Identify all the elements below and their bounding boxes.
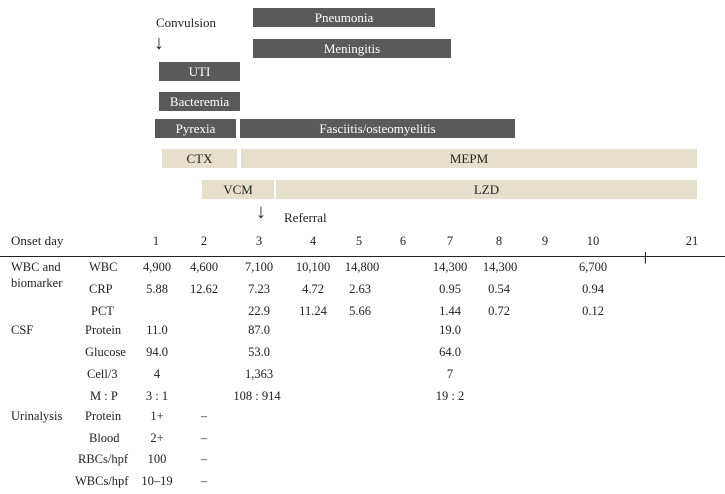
row-label-csf-cell: Cell/3 — [87, 367, 118, 381]
crp-day3: 7.23 — [248, 282, 270, 296]
csf-mp-day7: 19 : 2 — [435, 389, 465, 403]
csf-cell-day7: 7 — [446, 367, 454, 381]
crp-day8: 0.54 — [488, 282, 510, 296]
row-label-crp: CRP — [89, 282, 113, 296]
onset-day-8: 8 — [495, 234, 503, 248]
row-label-csf-mp: M : P — [90, 389, 118, 403]
pct-day4: 11.24 — [299, 304, 327, 318]
csf-cell-day1: 4 — [153, 367, 161, 381]
bar-uti: UTI — [159, 62, 240, 81]
onset-day-6: 6 — [399, 234, 407, 248]
crp-day10: 0.94 — [582, 282, 604, 296]
ua-wbc-day1: 10–19 — [141, 474, 173, 488]
onset-day-10: 10 — [586, 234, 600, 248]
row-label-ua-protein: Protein — [85, 409, 122, 423]
row-label-csf-protein: Protein — [85, 323, 122, 337]
csf-mp-day3: 108 : 914 — [233, 389, 281, 403]
csf-protein-day7: 19.0 — [439, 323, 461, 337]
wbc-day1: 4,900 — [142, 260, 172, 274]
wbc-day2: 4,600 — [189, 260, 219, 274]
crp-day7: 0.95 — [439, 282, 461, 296]
csf-cell-day3: 1,363 — [244, 367, 274, 381]
onset-day-label: Onset day — [11, 233, 64, 248]
wbc-day5: 14,800 — [344, 260, 380, 274]
onset-day-1: 1 — [152, 234, 160, 248]
crp-day2: 12.62 — [189, 282, 219, 296]
csf-mp-day1: 3 : 1 — [145, 389, 169, 403]
axis-line — [0, 256, 725, 257]
pct-day3: 22.9 — [248, 304, 270, 318]
csf-glucose-day1: 94.0 — [146, 345, 168, 359]
ua-protein-day1: 1+ — [150, 409, 164, 423]
row-label-csf-glucose: Glucose — [85, 345, 126, 359]
bar-fasciitis-osteomyelitis: Fasciitis/osteomyelitis — [240, 119, 515, 138]
crp-day5: 2.63 — [349, 282, 371, 296]
pct-day5: 5.66 — [349, 304, 371, 318]
bar-pyrexia: Pyrexia — [155, 119, 236, 138]
section-urinalysis: Urinalysis — [11, 409, 63, 423]
wbc-day8: 14,300 — [482, 260, 518, 274]
referral-arrow-icon: ↓ — [256, 201, 266, 223]
bar-vcm: VCM — [202, 180, 274, 199]
ua-rbc-day2: – — [200, 452, 208, 466]
crp-day1: 5.88 — [146, 282, 168, 296]
bar-lzd: LZD — [276, 180, 697, 199]
pct-day10: 0.12 — [582, 304, 604, 318]
bar-pneumonia: Pneumonia — [253, 8, 435, 27]
ua-wbc-day2: – — [200, 474, 208, 488]
convulsion-label: Convulsion — [156, 15, 216, 30]
ua-blood-day2: – — [200, 431, 208, 445]
bar-bacteremia: Bacteremia — [159, 92, 240, 111]
bar-meningitis: Meningitis — [253, 39, 451, 58]
ua-protein-day2: – — [200, 409, 208, 423]
convulsion-arrow-icon: ↓ — [154, 32, 164, 54]
csf-glucose-day7: 64.0 — [439, 345, 461, 359]
onset-day-5: 5 — [355, 234, 363, 248]
row-label-ua-wbc: WBCs/hpf — [75, 474, 129, 488]
onset-day-9: 9 — [541, 234, 549, 248]
onset-day-3: 3 — [255, 234, 263, 248]
row-label-pct: PCT — [91, 304, 114, 318]
csf-protein-day3: 87.0 — [248, 323, 270, 337]
row-label-ua-rbc: RBCs/hpf — [78, 452, 129, 466]
csf-glucose-day3: 53.0 — [248, 345, 270, 359]
ua-rbc-day1: 100 — [147, 452, 167, 466]
bar-ctx: CTX — [162, 149, 237, 168]
onset-day-7: 7 — [446, 234, 454, 248]
crp-day4: 4.72 — [302, 282, 324, 296]
wbc-day4: 10,100 — [295, 260, 331, 274]
wbc-day3: 7,100 — [244, 260, 274, 274]
ua-blood-day1: 2+ — [150, 431, 164, 445]
onset-day-4: 4 — [309, 234, 317, 248]
onset-day-21: 21 — [685, 234, 699, 248]
wbc-day10: 6,700 — [578, 260, 608, 274]
wbc-day7: 14,300 — [432, 260, 468, 274]
csf-protein-day1: 11.0 — [146, 323, 168, 337]
row-label-ua-blood: Blood — [89, 431, 120, 445]
bar-mepm: MEPM — [241, 149, 697, 168]
section-csf: CSF — [11, 323, 34, 337]
row-label-wbc: WBC — [89, 260, 118, 274]
pct-day8: 0.72 — [488, 304, 510, 318]
pct-day7: 1.44 — [439, 304, 461, 318]
referral-label: Referral — [284, 210, 327, 225]
onset-day-2: 2 — [200, 234, 208, 248]
section-wbc-biomarker: WBC and biomarker — [11, 260, 63, 290]
